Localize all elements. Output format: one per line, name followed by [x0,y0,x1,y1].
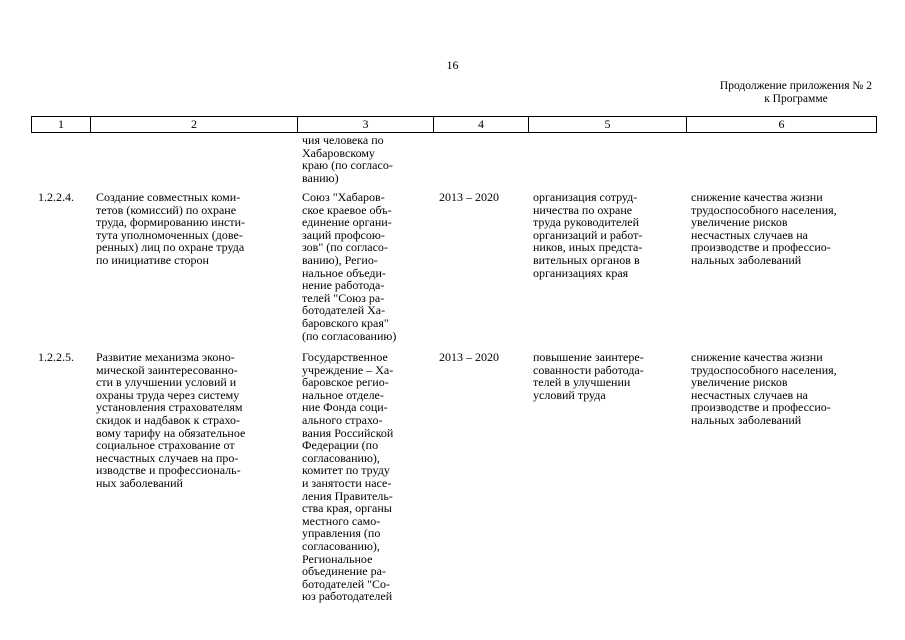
column-header-row [32,117,877,133]
row-activity: Развитие механизма эконо- мической заинтересованно- сти в улучшении условий и охраны труда через систему установления страхователям скидок и надбавок к страхо- вому тарифу на обязательное социальное страхование от несчастных случаев на про- изводстве и профессиональ- ных заболеваний [96,350,246,490]
column-header-2: 2 [91,117,298,133]
row-activity: Создание совместных коми- тетов (комиссий) по охране труда, формированию инсти- тута уполномоченных (дове- ренных) лиц по охране труда по инициативе сторон [96,190,245,267]
column-header-table [31,116,877,133]
row-result: повышение заинтере- сованности работода- телей в улучшении условий труда [533,350,644,402]
row-executor: Государственное учреждение – Ха- баровское регио- нальное отделе- ние Фонда соци- ального страхо- вания Российской Федерации (по согласованию), комитет по труду и занятости насе- ления Правитель- ства края, органы местного само- управления (по согласованию), Региональное объединение ра- ботодателей "Со- юз работодателей [302,350,394,604]
column-header-4: 4 [434,117,529,133]
continuation-line-1: Продолжение приложения № 2 [719,80,872,92]
row-risk: снижение качества жизни трудоспособного населения, увеличение рисков несчастных случаев на производстве и профессио- нальных заболеваний [691,190,837,267]
row-result: организация сотруд- ничества по охране труда руководителей организаций и работ- ников, иных предста- вительных органов в организациях края [533,190,643,280]
row-period: 2013 – 2020 [439,190,499,204]
column-header-6: 6 [687,117,877,133]
continuation-line-2: к Программе [764,93,828,105]
fragment-executor: чия человека по Хабаровскому краю (по согласо- ванию) [302,133,393,185]
column-header-3: 3 [298,117,434,133]
row-number: 1.2.2.5. [38,350,74,364]
column-header-1: 1 [32,117,91,133]
continuation-note [720,80,872,106]
row-number: 1.2.2.4. [38,190,74,204]
row-risk: снижение качества жизни трудоспособного населения, увеличение рисков несчастных случаев на производстве и профессио- нальных заболеваний [691,350,837,427]
row-executor: Союз "Хабаров- ское краевое объ- единение органи- заций профсою- зов" (по согласо- ванию), Регио- нальное объеди- нение работода- телей "Союз ра- ботодателей Ха- баровского края" (по согласованию) [302,190,397,343]
row-period: 2013 – 2020 [439,350,499,364]
page-number: 16 [446,58,459,72]
column-header-5: 5 [529,117,687,133]
